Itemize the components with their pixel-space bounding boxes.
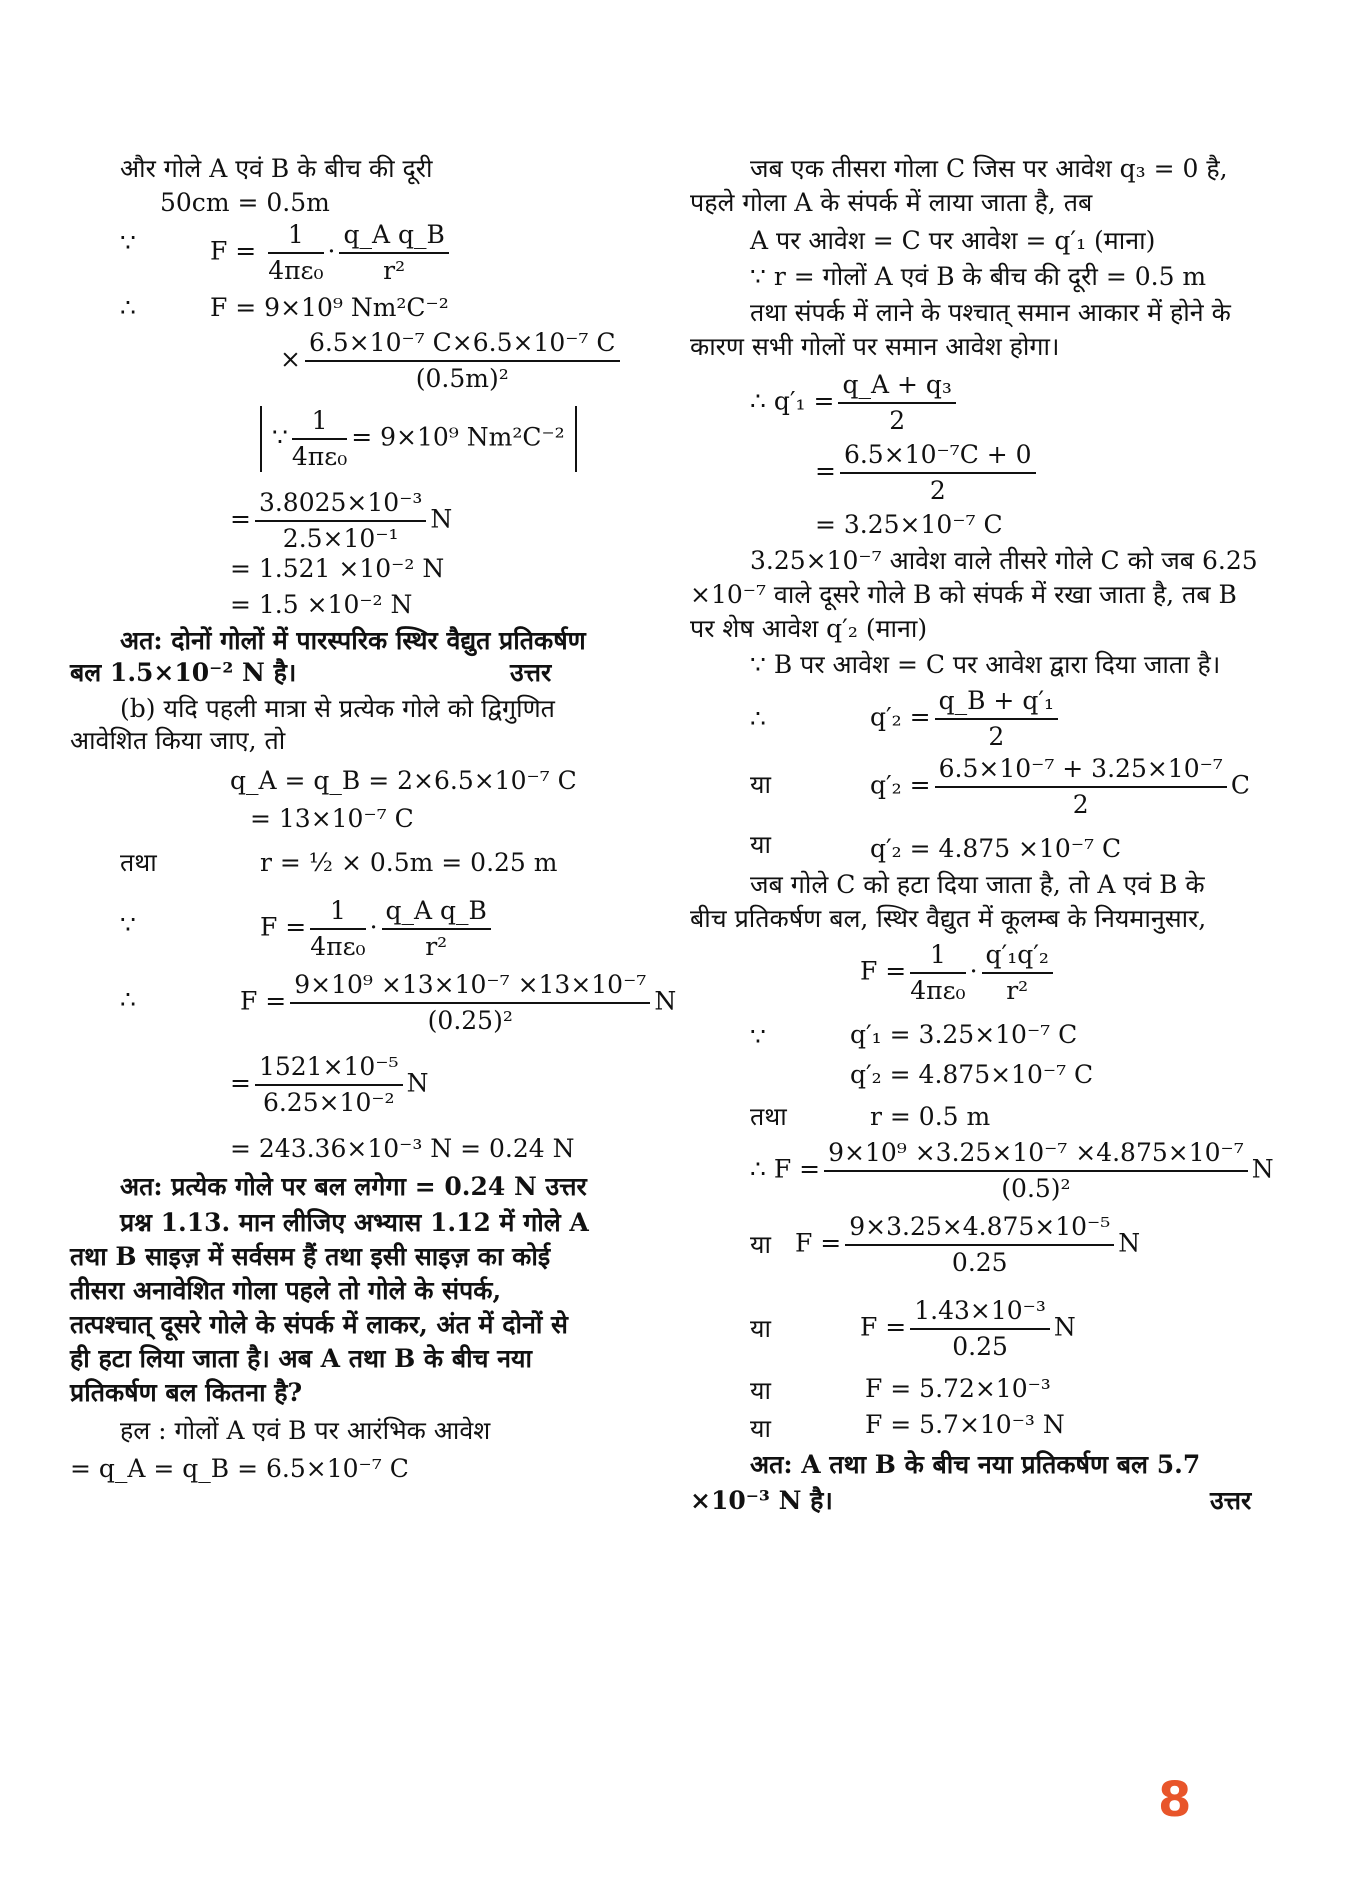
- equation: = $\frac{\text{1521×10⁻⁵}}{\text{6.25×10⁻²}}$ N: [230, 1052, 429, 1117]
- text-line: ×10⁻⁷ वाले दूसरे गोले B को संपर्क में रखा जाता है, तब B: [690, 580, 1237, 609]
- answer-label: उत्तर: [1210, 1486, 1252, 1515]
- equation: × $\frac{\text{6.5×10⁻⁷ C×6.5×10⁻⁷ C}}{\text{(0.5m)²}}$: [280, 328, 624, 394]
- conclusion: अत: A तथा B के बीच नया प्रतिकर्षण बल 5.7: [750, 1450, 1201, 1479]
- equation: = $\frac{\text{6.5×10⁻⁷C + 0}}{2}$: [815, 440, 1040, 506]
- text-line: जब गोले C को हटा दिया जाता है, तो A एवं B के: [750, 870, 1205, 899]
- text-line: ∵ r = गोलों A एवं B के बीच की दूरी = 0.5 m: [750, 262, 1207, 291]
- question: तथा B साइज़ में सर्वसम हैं तथा इसी साइज़ का कोई: [70, 1242, 551, 1271]
- equation: F = 5.7×10⁻³ N: [865, 1410, 1065, 1439]
- text-line: या: [750, 830, 771, 859]
- conclusion: ×10⁻³ N है।: [690, 1486, 833, 1515]
- equation: q′₁ = 3.25×10⁻⁷ C: [850, 1020, 1078, 1049]
- equation: ∴ F = $\frac{\text{9×10⁹ ×3.25×10⁻⁷ ×4.875×10⁻⁷}}{\text{(0.5)²}}$ N: [750, 1138, 1274, 1203]
- text-line: या: [750, 1230, 771, 1259]
- equation: = 13×10⁻⁷ C: [250, 804, 414, 833]
- because-symbol: ∵: [120, 228, 136, 257]
- page-number: 8: [1158, 1772, 1192, 1828]
- equation: = 1.521 ×10⁻² N: [230, 554, 445, 583]
- conclusion: अत: दोनों गोलों में पारस्परिक स्थिर वैद्युत प्रतिकर्षण: [120, 626, 586, 655]
- solution: = q_A = q_B = 6.5×10⁻⁷ C: [70, 1454, 409, 1483]
- conclusion: अत: प्रत्येक गोले पर बल लगेगा = 0.24 N उत्तर: [120, 1172, 587, 1201]
- text-line: 3.25×10⁻⁷ आवेश वाले तीसरे गोले C को जब 6.25: [750, 546, 1258, 575]
- equation: = $\frac{\text{3.8025×10⁻³}}{\text{2.5×10⁻¹}}$ N: [230, 488, 453, 553]
- question: ही हटा लिया जाता है। अब A तथा B के बीच नया: [70, 1344, 533, 1373]
- equation: q′₂ = 4.875 ×10⁻⁷ C: [870, 834, 1122, 863]
- text-line: तथा: [120, 848, 157, 877]
- therefore-symbol: ∴: [120, 985, 136, 1014]
- text-line: कारण सभी गोलों पर समान आवेश होगा।: [690, 332, 1060, 361]
- equation: r = ½ × 0.5m = 0.25 m: [260, 848, 558, 877]
- equation: F = $\frac{\text{9×10⁹ ×13×10⁻⁷ ×13×10⁻⁷}}{\text{(0.25)²}}$ N: [240, 970, 677, 1035]
- text-line: A पर आवेश = C पर आवेश = q′₁ (माना): [750, 226, 1156, 255]
- text-line: या: [750, 1376, 771, 1405]
- bracket-note: ∵ $\frac{1}{\text{4πε₀}}$ = 9×10⁹ Nm²C⁻²: [260, 406, 577, 472]
- equation: q′₂ = 4.875×10⁻⁷ C: [850, 1060, 1094, 1089]
- therefore-symbol: ∴: [750, 704, 766, 733]
- answer-label: उत्तर: [510, 658, 552, 687]
- equation: q′₂ = $\frac{\text{6.5×10⁻⁷ + 3.25×10⁻⁷}}{2}$ C: [870, 754, 1250, 819]
- question: प्रतिकर्षण बल कितना है?: [70, 1378, 303, 1407]
- equation: F = $\frac{1}{\text{4πε₀}}$ · $\frac{\text{q\_A q\_B}}{\text{r²}}$: [260, 896, 495, 962]
- text-line: (b) यदि पहली मात्रा से प्रत्येक गोले को द्विगुणित: [120, 694, 555, 723]
- question: तत्पश्चात् दूसरे गोले के संपर्क में लाकर, अंत में दोनों से: [70, 1310, 568, 1339]
- because-symbol: ∵: [750, 1022, 766, 1051]
- text-line: पहले गोला A के संपर्क में लाया जाता है, तब: [690, 188, 1093, 217]
- equation: F = $\frac{1}{\text{4πε₀}}$ · $\frac{\text{q′₁q′₂}}{\text{r²}}$: [860, 940, 1057, 1006]
- text-line: आवेशित किया जाए, तो: [70, 726, 286, 755]
- equation: F = $\frac{\text{9×3.25×4.875×10⁻⁵}}{0.25}$ N: [795, 1212, 1141, 1277]
- therefore-symbol: ∴: [120, 293, 136, 322]
- equation: F = 9×10⁹ Nm²C⁻²: [210, 293, 449, 322]
- conclusion: बल 1.5×10⁻² N है।: [70, 658, 297, 687]
- text-line: या: [750, 770, 771, 799]
- text-line: और गोले A एवं B के बीच की दूरी: [120, 154, 433, 183]
- text-line: पर शेष आवेश q′₂ (माना): [690, 614, 928, 643]
- equation: F = 5.72×10⁻³: [865, 1374, 1051, 1403]
- equation: = 1.5 ×10⁻² N: [230, 590, 413, 619]
- equation: F = $\frac{1}{\text{4πε₀}}$ · $\frac{\text{q\_A q\_B}}{\text{r²}}$: [210, 220, 453, 286]
- equation: = 243.36×10⁻³ N = 0.24 N: [230, 1134, 575, 1163]
- text-line: बीच प्रतिकर्षण बल, स्थिर वैद्युत में कूलम्ब के नियमानुसार,: [690, 904, 1207, 933]
- equation: ∴ q′₁ = $\frac{\text{q\_A + q₃}}{2}$: [750, 370, 960, 436]
- equation: r = 0.5 m: [870, 1102, 991, 1131]
- equation: F = $\frac{\text{1.43×10⁻³}}{0.25}$ N: [860, 1296, 1076, 1361]
- equation: q_A = q_B = 2×6.5×10⁻⁷ C: [230, 766, 577, 795]
- text-line: जब एक तीसरा गोला C जिस पर आवेश q₃ = 0 है,: [750, 154, 1228, 183]
- equation: q′₂ = $\frac{\text{q\_B + q′₁}}{2}$: [870, 686, 1062, 752]
- text-line: या: [750, 1314, 771, 1343]
- question: तीसरा अनावेशित गोला पहले तो गोले के संपर्क,: [70, 1276, 502, 1305]
- equation: = 3.25×10⁻⁷ C: [815, 510, 1003, 539]
- text-line: तथा संपर्क में लाने के पश्चात् समान आकार में होने के: [750, 298, 1231, 327]
- text-line: ∵ B पर आवेश = C पर आवेश द्वारा दिया जाता है।: [750, 650, 1221, 679]
- solution: हल : गोलों A एवं B पर आरंभिक आवेश: [120, 1416, 491, 1445]
- question: प्रश्न 1.13. मान लीजिए अभ्यास 1.12 में गोले A: [120, 1208, 589, 1237]
- text-line: तथा: [750, 1102, 787, 1131]
- text-line: या: [750, 1414, 771, 1443]
- because-symbol: ∵: [120, 910, 136, 939]
- text-line: 50cm = 0.5m: [160, 188, 330, 217]
